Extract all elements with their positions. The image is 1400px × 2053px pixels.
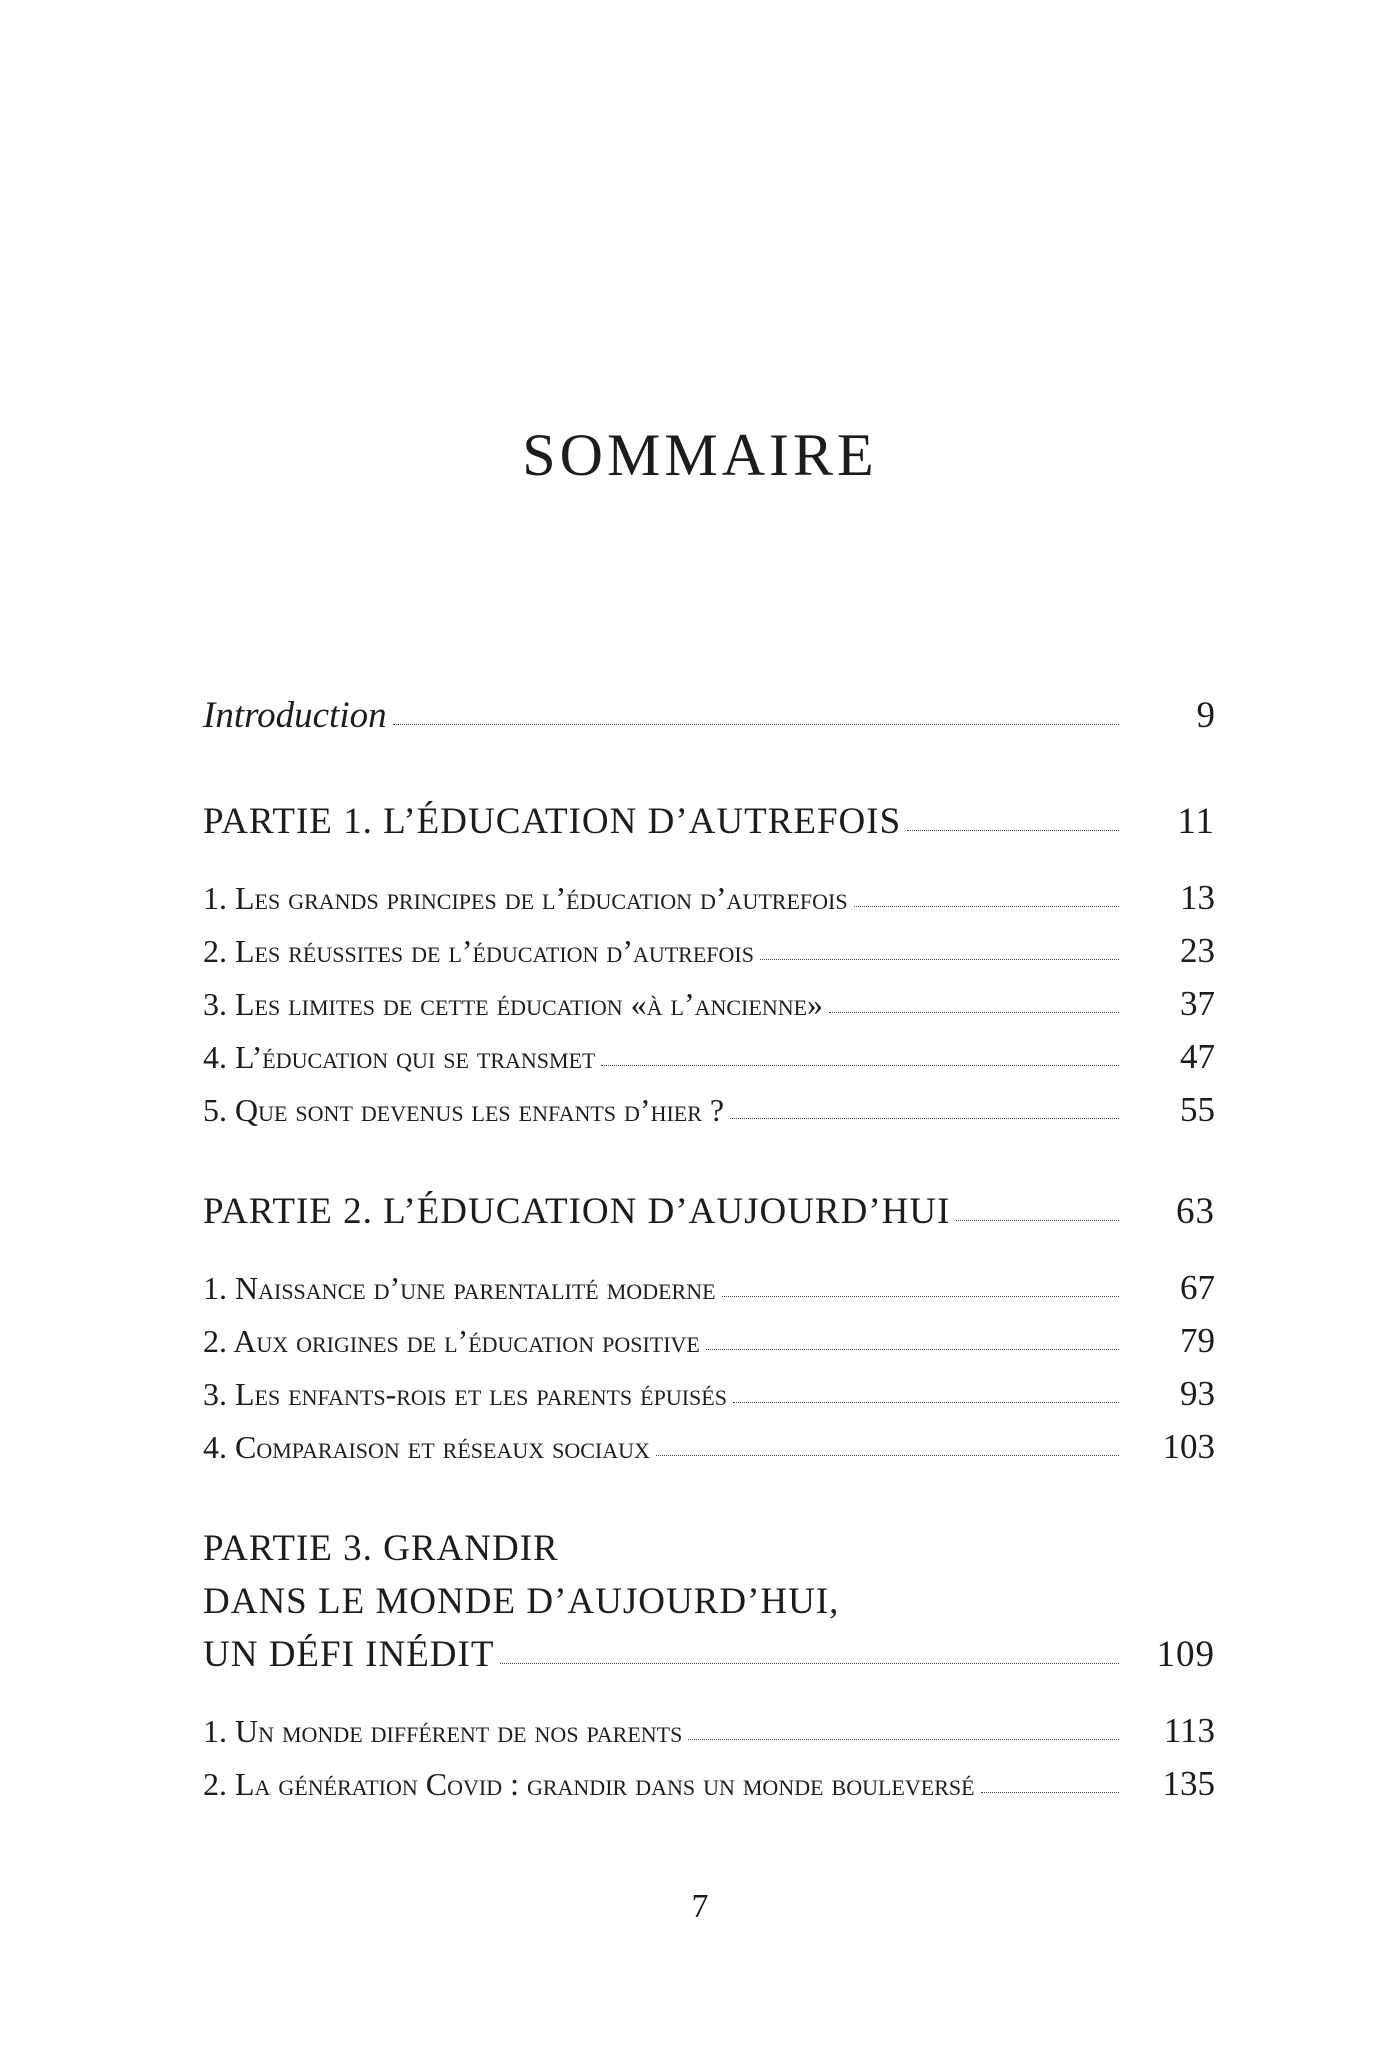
dot-leader bbox=[730, 1118, 1119, 1119]
toc-chapter-page: 79 bbox=[1180, 1321, 1215, 1360]
toc-chapter-label: 4. Comparaison et réseaux sociaux bbox=[203, 1429, 650, 1465]
toc-part-page: 109 bbox=[1156, 1634, 1215, 1675]
toc-chapter-page: 37 bbox=[1180, 984, 1215, 1023]
toc-chapter-label: 1. Naissance d’une parentalité moderne bbox=[203, 1270, 716, 1306]
toc-chapter-page: 93 bbox=[1180, 1374, 1215, 1413]
dot-leader bbox=[854, 906, 1119, 907]
dot-leader bbox=[829, 1012, 1119, 1013]
toc-chapter-page: 135 bbox=[1162, 1764, 1215, 1803]
toc-chapter-page: 67 bbox=[1180, 1268, 1215, 1307]
dot-leader bbox=[688, 1739, 1119, 1740]
toc-part-page: 63 bbox=[1176, 1191, 1215, 1232]
toc-chapter-page: 103 bbox=[1162, 1427, 1215, 1466]
dot-leader bbox=[656, 1455, 1119, 1456]
toc-chapter bbox=[203, 878, 1215, 918]
page-number: 7 bbox=[691, 1888, 709, 1925]
toc-chapter bbox=[203, 1090, 1215, 1130]
toc-entry-label: Introduction bbox=[203, 695, 387, 736]
toc-chapter-label: 3. Les limites de cette éducation «à l’ancienne» bbox=[203, 986, 824, 1022]
dot-leader bbox=[981, 1792, 1119, 1793]
dot-leader bbox=[500, 1663, 1119, 1664]
toc-chapter-label: 2. Aux origines de l’éducation positive bbox=[203, 1323, 700, 1359]
toc-chapter-page: 113 bbox=[1163, 1711, 1215, 1750]
dot-leader bbox=[956, 1220, 1119, 1221]
toc-chapter-label: 4. L’éducation qui se transmet bbox=[203, 1039, 596, 1075]
dot-leader bbox=[393, 724, 1119, 725]
toc-entry-introduction bbox=[203, 694, 1215, 737]
toc-part-3 bbox=[203, 1633, 1215, 1676]
toc-chapter bbox=[203, 931, 1215, 971]
toc-chapter-page: 55 bbox=[1180, 1090, 1215, 1129]
dot-leader bbox=[733, 1402, 1119, 1403]
dot-leader bbox=[907, 830, 1119, 831]
toc-part-label: UN DÉFI INÉDIT bbox=[203, 1634, 495, 1675]
dot-leader bbox=[706, 1349, 1119, 1350]
toc-part-3-line-2: DANS LE MONDE D’AUJOURD’HUI, bbox=[203, 1581, 840, 1622]
toc-part-2 bbox=[203, 1190, 1215, 1233]
toc-chapter-label: 2. Les réussites de l’éducation d’autrefois bbox=[203, 933, 754, 969]
toc-chapter-label: 1. Les grands principes de l’éducation d’autrefois bbox=[203, 880, 848, 916]
toc-chapter-page: 47 bbox=[1180, 1037, 1215, 1076]
toc-part-3-line-1: PARTIE 3. GRANDIR bbox=[203, 1528, 559, 1569]
dot-leader bbox=[601, 1065, 1119, 1066]
dot-leader bbox=[760, 959, 1119, 960]
toc-chapter-label: 3. Les enfants-rois et les parents épuisés bbox=[203, 1376, 727, 1412]
toc-chapter-page: 23 bbox=[1180, 931, 1215, 970]
toc-chapter bbox=[203, 1321, 1215, 1361]
toc-chapter bbox=[203, 1427, 1215, 1467]
toc-chapter bbox=[203, 1711, 1215, 1751]
toc-entry-page: 9 bbox=[1196, 695, 1215, 736]
toc-chapter bbox=[203, 1764, 1215, 1804]
toc-chapter bbox=[203, 984, 1215, 1024]
dot-leader bbox=[722, 1296, 1119, 1297]
toc-part-label: PARTIE 1. L’ÉDUCATION D’AUTREFOIS bbox=[203, 801, 902, 842]
toc-chapter-label: 1. Un monde différent de nos parents bbox=[203, 1713, 683, 1749]
toc-part-label: PARTIE 2. L’ÉDUCATION D’AUJOURD’HUI bbox=[203, 1191, 951, 1232]
toc-chapter bbox=[203, 1037, 1215, 1077]
page-title: SOMMAIRE bbox=[522, 422, 878, 488]
toc-part-page: 11 bbox=[1177, 801, 1215, 842]
toc-chapter-page: 13 bbox=[1180, 878, 1215, 917]
toc-chapter bbox=[203, 1268, 1215, 1308]
toc-chapter-label: 5. Que sont devenus les enfants d’hier ? bbox=[203, 1092, 725, 1128]
toc-part-1 bbox=[203, 800, 1215, 843]
toc-chapter bbox=[203, 1374, 1215, 1414]
toc-chapter-label: 2. La génération Covid : grandir dans un monde bouleversé bbox=[203, 1766, 975, 1802]
